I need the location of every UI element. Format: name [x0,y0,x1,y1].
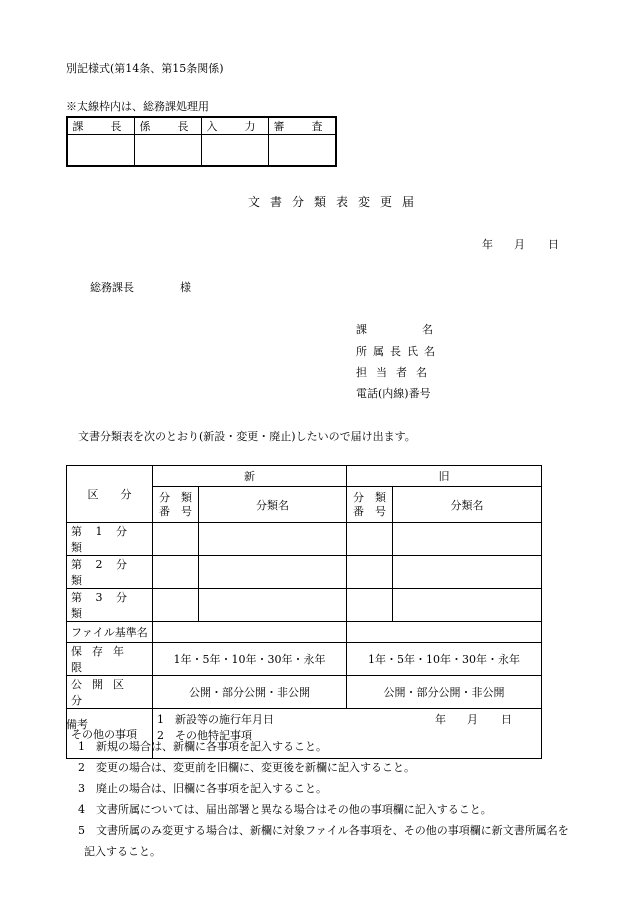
note-item: 5 文書所属のみ変更する場合は、新欄に対象ファイル各事項を、その他の事項欄に新文書所属名を [78,824,569,837]
row-label-bunrui-2: 第 2 分 類 [67,556,153,589]
approval-stamp-cell[interactable] [202,135,269,167]
approval-header-kakaricho: 係 長 [135,117,202,135]
old-mei-cell[interactable] [393,589,542,622]
old-bango-cell[interactable] [347,523,393,556]
approval-stamp-cell[interactable] [67,135,135,167]
processing-note: ※太線枠内は、総務課処理用 [66,100,209,113]
approval-stamp-cell[interactable] [135,135,202,167]
new-bango-cell[interactable] [153,589,199,622]
approval-header-shinsa: 審 査 [269,117,337,135]
field-person-label: 担当者名 [356,366,436,379]
date-year-label: 年 [482,238,493,251]
bango-label: 番 号 [159,504,192,518]
new-file-kijun-cell[interactable] [153,622,347,643]
form-label: 別記様式(第14条、第15条関係) [66,62,224,75]
old-bunrui-mei-header: 分類名 [393,487,542,523]
notes-heading: 備考 [66,718,88,731]
row-label-hozon: 保存年限 [67,643,153,676]
intro-text: 文書分類表を次のとおり(新設・変更・廃止)したいので届け出ます。 [78,430,416,443]
other-day-label: 日 [501,713,512,726]
classification-table [66,465,542,759]
field-phone-label: 電話(内線)番号 [356,387,431,400]
new-header: 新 [153,466,347,487]
note-item: 1 新規の場合は、新欄に各事項を記入すること。 [78,740,327,753]
note-item: 2 変更の場合は、変更前を旧欄に、変更後を新欄に記入すること。 [78,761,415,774]
addressee-name: 総務課長 [90,281,134,294]
bango-label: 番 号 [353,504,386,518]
old-header: 旧 [347,466,542,487]
row-label-other: その他の事項 [67,709,153,759]
old-mei-cell[interactable] [393,556,542,589]
other-item-1: 1 新設等の施行年月日 [157,713,274,726]
document-title: 文書分類表変更届 [248,195,425,209]
kubun-header: 区 分 [67,466,153,523]
row-label-kokai: 公開区分 [67,676,153,709]
field-head-name-label: 所属長氏名 [356,345,441,358]
new-bunrui-mei-header: 分類名 [199,487,347,523]
date-day-label: 日 [548,238,559,251]
date-month-label: 月 [514,238,525,251]
new-mei-cell[interactable] [199,523,347,556]
note-item: 3 廃止の場合は、旧欄に各事項を記入すること。 [78,782,327,795]
new-mei-cell[interactable] [199,589,347,622]
bunrui-label: 分 類 [159,490,192,504]
old-bango-cell[interactable] [347,556,393,589]
note-item-continuation: 記入すること。 [84,845,161,858]
new-bango-cell[interactable] [153,556,199,589]
bunrui-label: 分 類 [353,490,386,504]
note-item: 4 文書所属については、届出部署と異なる場合はその他の事項欄に記入すること。 [78,803,492,816]
old-kokai-options[interactable]: 公開・部分公開・非公開 [347,676,542,709]
row-label-bunrui-1: 第 1 分 類 [67,523,153,556]
old-bango-cell[interactable] [347,589,393,622]
new-mei-cell[interactable] [199,556,347,589]
old-mei-cell[interactable] [393,523,542,556]
old-file-kijun-cell[interactable] [347,622,542,643]
new-bango-cell[interactable] [153,523,199,556]
new-kokai-options[interactable]: 公開・部分公開・非公開 [153,676,347,709]
approval-header-kacho: 課 長 [67,117,135,135]
new-hozon-options[interactable]: 1年・5年・10年・30年・永年 [153,643,347,676]
new-bunrui-bango-header [153,487,199,523]
other-month-label: 月 [467,713,478,726]
row-label-bunrui-3: 第 3 分 類 [67,589,153,622]
approval-stamp-cell[interactable] [269,135,337,167]
addressee-honorific: 様 [180,281,191,294]
field-section-label: 課 名 [356,323,433,336]
approval-stamp-box [66,116,337,167]
old-hozon-options[interactable]: 1年・5年・10年・30年・永年 [347,643,542,676]
other-item-2: 2 その他特記事項 [157,729,252,742]
other-year-label: 年 [435,713,446,726]
approval-header-nyuryoku: 入 力 [202,117,269,135]
old-bunrui-bango-header [347,487,393,523]
row-label-file-kijun: ファイル基準名 [67,622,153,643]
